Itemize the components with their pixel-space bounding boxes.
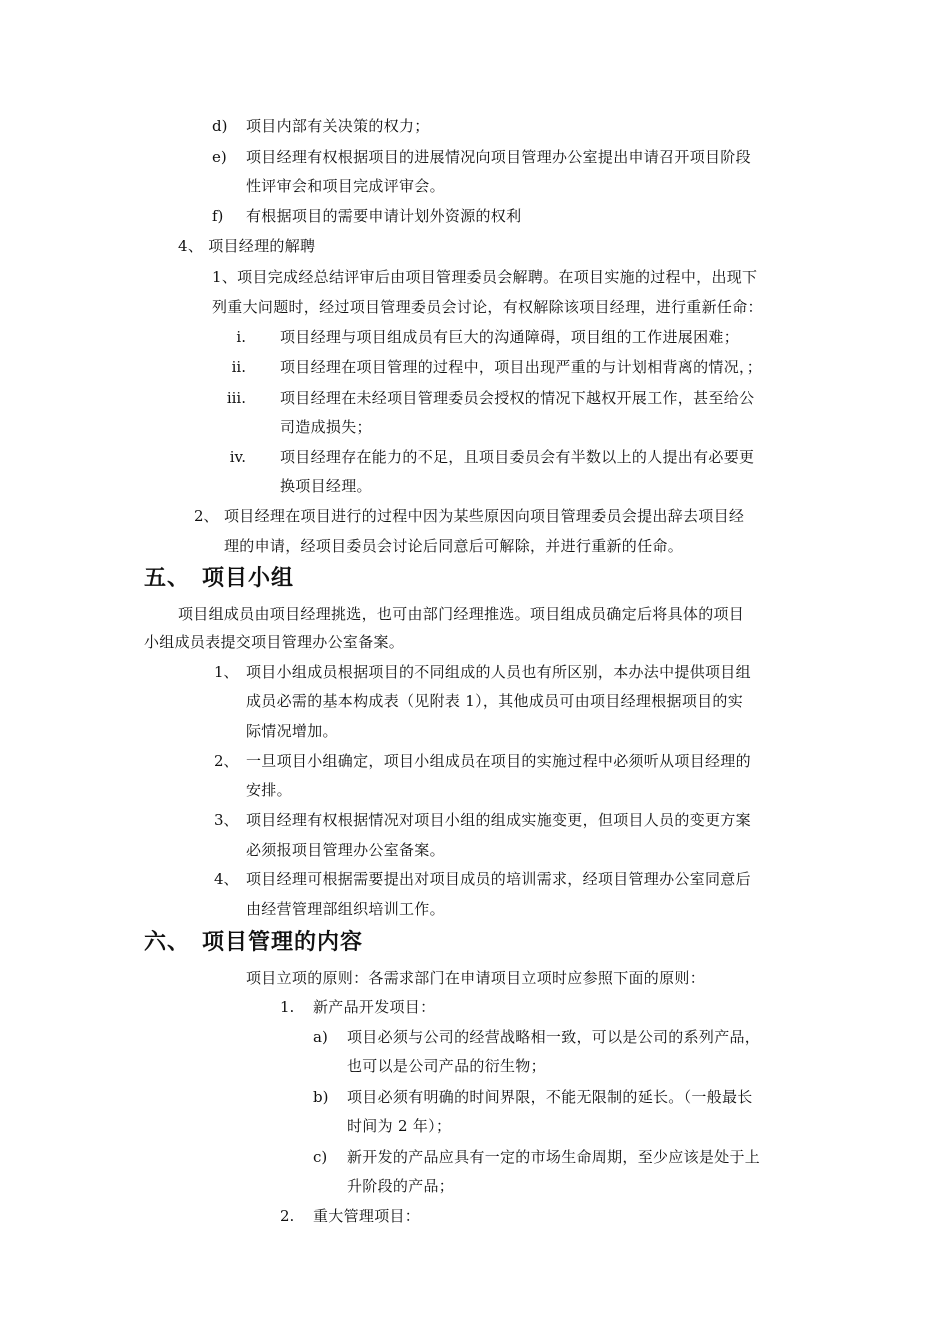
list-item-text: 新产品开发项目： <box>313 998 436 1016</box>
list-item-text: 项目经理存在能力的不足，且项目委员会有半数以上的人提出有必要更 <box>280 448 755 466</box>
section-number: 六、 <box>144 930 191 955</box>
list-item-text: 由经营管理部组织培训工作。 <box>246 900 445 918</box>
list-item-text: 项目必须有明确的时间界限，不能无限制的延长。（一般最长 <box>347 1088 753 1106</box>
section-heading <box>144 929 363 957</box>
list-item-text: 一旦项目小组确定，项目小组成员在项目的实施过程中必须听从项目经理的 <box>246 752 751 770</box>
paragraph-line: 列重大问题时，经过项目管理委员会讨论，有权解除该项目经理，进行重新任命： <box>212 298 763 316</box>
section-title: 项目小组 <box>202 566 295 591</box>
list-item-text: 也可以是公司产品的衍生物； <box>347 1057 546 1075</box>
list-marker: 1、 <box>214 663 239 681</box>
list-item-text: 项目经理在未经项目管理委员会授权的情况下越权开展工作，甚至给公 <box>280 389 755 407</box>
section-title: 项目管理的内容 <box>202 930 364 955</box>
list-marker: f) <box>212 207 224 225</box>
list-marker: 2、 <box>214 752 239 770</box>
list-item-text: 项目经理有权根据情况对项目小组的组成实施变更，但项目人员的变更方案 <box>246 811 751 829</box>
list-marker: 3、 <box>214 811 239 829</box>
list-item-text: 升阶段的产品； <box>347 1177 455 1195</box>
list-item-text: 项目小组成员根据项目的不同组成的人员也有所区别，本办法中提供项目组 <box>246 663 751 681</box>
list-marker: a) <box>313 1028 328 1046</box>
paragraph-line: 项目经理在项目进行的过程中因为某些原因向项目管理委员会提出辞去项目经 <box>224 507 745 525</box>
list-item-text: 重大管理项目： <box>313 1207 421 1225</box>
roman-marker: iii. <box>226 389 246 407</box>
list-item-text: 性评审会和项目完成评审会。 <box>246 177 445 195</box>
list-marker: c) <box>313 1148 328 1166</box>
list-item-text: 时间为 2 年）； <box>347 1117 452 1135</box>
list-marker: 2. <box>280 1207 295 1225</box>
list-item-text: 换项目经理。 <box>280 477 372 495</box>
list-marker: 1. <box>280 998 295 1016</box>
section-heading <box>144 565 294 593</box>
paragraph-line: 项目组成员由项目经理挑选，也可由部门经理推选。项目组成员确定后将具体的项目 <box>178 605 745 623</box>
roman-marker: i. <box>236 328 246 346</box>
list-item-text: 项目内部有关决策的权力； <box>246 117 430 135</box>
list-marker: b) <box>313 1088 329 1106</box>
list-item-text: 司造成损失； <box>280 418 372 436</box>
paragraph-line: 理的申请，经项目委员会讨论后同意后可解除，并进行重新的任命。 <box>224 537 684 555</box>
paragraph-line: 1、项目完成经总结评审后由项目管理委员会解聘。在项目实施的过程中，出现下 <box>212 268 758 286</box>
section-number: 五、 <box>144 566 191 591</box>
list-item-text: 项目经理可根据需要提出对项目成员的培训需求，经项目管理办公室同意后 <box>246 870 751 888</box>
list-item-text: 必须报项目管理办公室备案。 <box>246 841 445 859</box>
list-item-text: 成员必需的基本构成表（见附表 1），其他成员可由项目经理根据项目的实 <box>246 692 744 710</box>
list-item-text: 有根据项目的需要申请计划外资源的权利 <box>246 207 522 225</box>
list-marker: 2、 <box>194 507 219 525</box>
roman-marker: ii. <box>231 358 246 376</box>
paragraph-line: 项目立项的原则：各需求部门在申请项目立项时应参照下面的原则： <box>246 969 706 987</box>
list-item-text: 新开发的产品应具有一定的市场生命周期，至少应该是处于上 <box>347 1148 761 1166</box>
list-marker: d) <box>212 117 228 135</box>
list-item-text: 项目经理有权根据项目的进展情况向项目管理办公室提出申请召开项目阶段 <box>246 148 751 166</box>
list-marker: e) <box>212 148 227 166</box>
list-item-text: 际情况增加。 <box>246 722 338 740</box>
subsection-heading: 4、 项目经理的解聘 <box>178 237 316 255</box>
list-item-text: 项目经理与项目组成员有巨大的沟通障碍，项目组的工作进展困难； <box>280 328 740 346</box>
list-item-text: 项目经理在项目管理的过程中，项目出现严重的与计划相背离的情况，； <box>280 358 763 376</box>
roman-marker: iv. <box>229 448 246 466</box>
list-item-text: 项目必须与公司的经营战略相一致，可以是公司的系列产品， <box>347 1028 761 1046</box>
list-item-text: 安排。 <box>246 781 292 799</box>
paragraph-line: 小组成员表提交项目管理办公室备案。 <box>144 633 405 651</box>
list-marker: 4、 <box>214 870 239 888</box>
